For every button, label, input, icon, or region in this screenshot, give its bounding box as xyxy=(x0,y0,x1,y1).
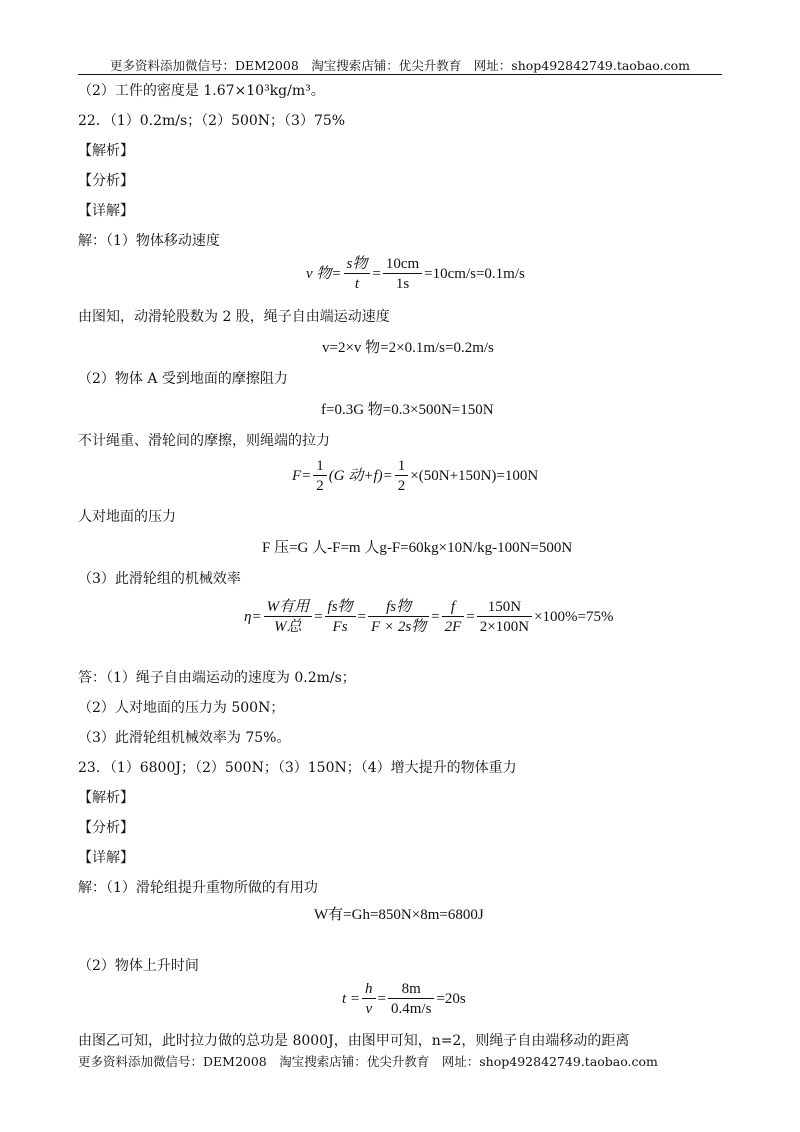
text-line: 解：（1）物体移动速度 xyxy=(78,233,220,249)
text-line: （2）人对地面的压力为 500N； xyxy=(78,700,285,716)
text-line: （3）此滑轮组的机械效率 xyxy=(78,571,241,587)
equation-pull-force: F= $\frac{1}{2}$ (G 动+f)= $\frac{1}{2}$ ×(50N+150N)=100N xyxy=(292,458,539,494)
text-line: 由图乙可知，此时拉力做的总功是 8000J，由图甲可知，n=2，则绳子自由端移动的距离 xyxy=(78,1033,630,1049)
text-line: 【详解】 xyxy=(78,203,134,219)
equation-efficiency: η= $\frac{\text{W有用}}{\text{W总}}$ = $\frac{\text{fs物}}{Fs}$ = $\frac{\text{fs物}}{\text{F × 2s物}}$ = $\frac{f}{2F}$ = $\frac{150N}{2\times 100N}$ ×100%=75% xyxy=(244,599,614,635)
text-line: （2）物体 A 受到地面的摩擦阻力 xyxy=(78,371,288,387)
page-footer: 更多资料添加微信号：DEM2008 淘宝搜索店铺：优尖升教育 网址：shop492842749.taobao.com xyxy=(78,1054,658,1069)
equation-pressure: F 压=G 人-F=m 人g-F=60kg×10N/kg-100N=500N xyxy=(262,540,573,556)
equation-friction: f=0.3G 物=0.3×500N=150N xyxy=(321,402,494,418)
text-line: 由图知，动滑轮股数为 2 股，绳子自由端运动速度 xyxy=(78,309,390,325)
text-line: 【分析】 xyxy=(78,173,134,189)
text-line: （2）工件的密度是 1.67×10³kg/m³。 xyxy=(78,83,325,99)
text-line: 不计绳重、滑轮间的摩擦，则绳端的拉力 xyxy=(78,433,330,449)
text-line: 答：（1）绳子自由端运动的速度为 0.2m/s； xyxy=(78,670,356,686)
text-line: 22．（1）0.2m/s；（2）500N；（3）75% xyxy=(78,113,346,129)
equation-rope-speed: v=2×v 物=2×0.1m/s=0.2m/s xyxy=(322,340,494,356)
text-line: 人对地面的压力 xyxy=(78,509,176,525)
equation-time: t = $\frac{h}{v}$ = $\frac{8m}{0.4m/s}$ =20s xyxy=(342,981,466,1017)
text-line: （3）此滑轮组机械效率为 75%。 xyxy=(78,730,291,746)
text-line: 【详解】 xyxy=(78,850,134,866)
equation-velocity: v 物= $\frac{\text{s物}}{t}$ = $\frac{10cm}{1s}$ =10cm/s=0.1m/s xyxy=(306,256,525,292)
text-line: 23．（1）6800J；（2）500N；（3）150N；（4）增大提升的物体重力 xyxy=(78,760,517,776)
text-line: 解：（1）滑轮组提升重物所做的有用功 xyxy=(78,880,318,896)
header-divider xyxy=(78,74,722,75)
text-line: 【解析】 xyxy=(78,143,134,159)
text-line: 【分析】 xyxy=(78,820,134,836)
page-header: 更多资料添加微信号：DEM2008 淘宝搜索店铺：优尖升教育 网址：shop492842749.taobao.com xyxy=(110,58,690,73)
equation-useful-work: W有=Gh=850N×8m=6800J xyxy=(314,907,484,923)
text-line: （2）物体上升时间 xyxy=(78,958,199,974)
text-line: 【解析】 xyxy=(78,790,134,806)
